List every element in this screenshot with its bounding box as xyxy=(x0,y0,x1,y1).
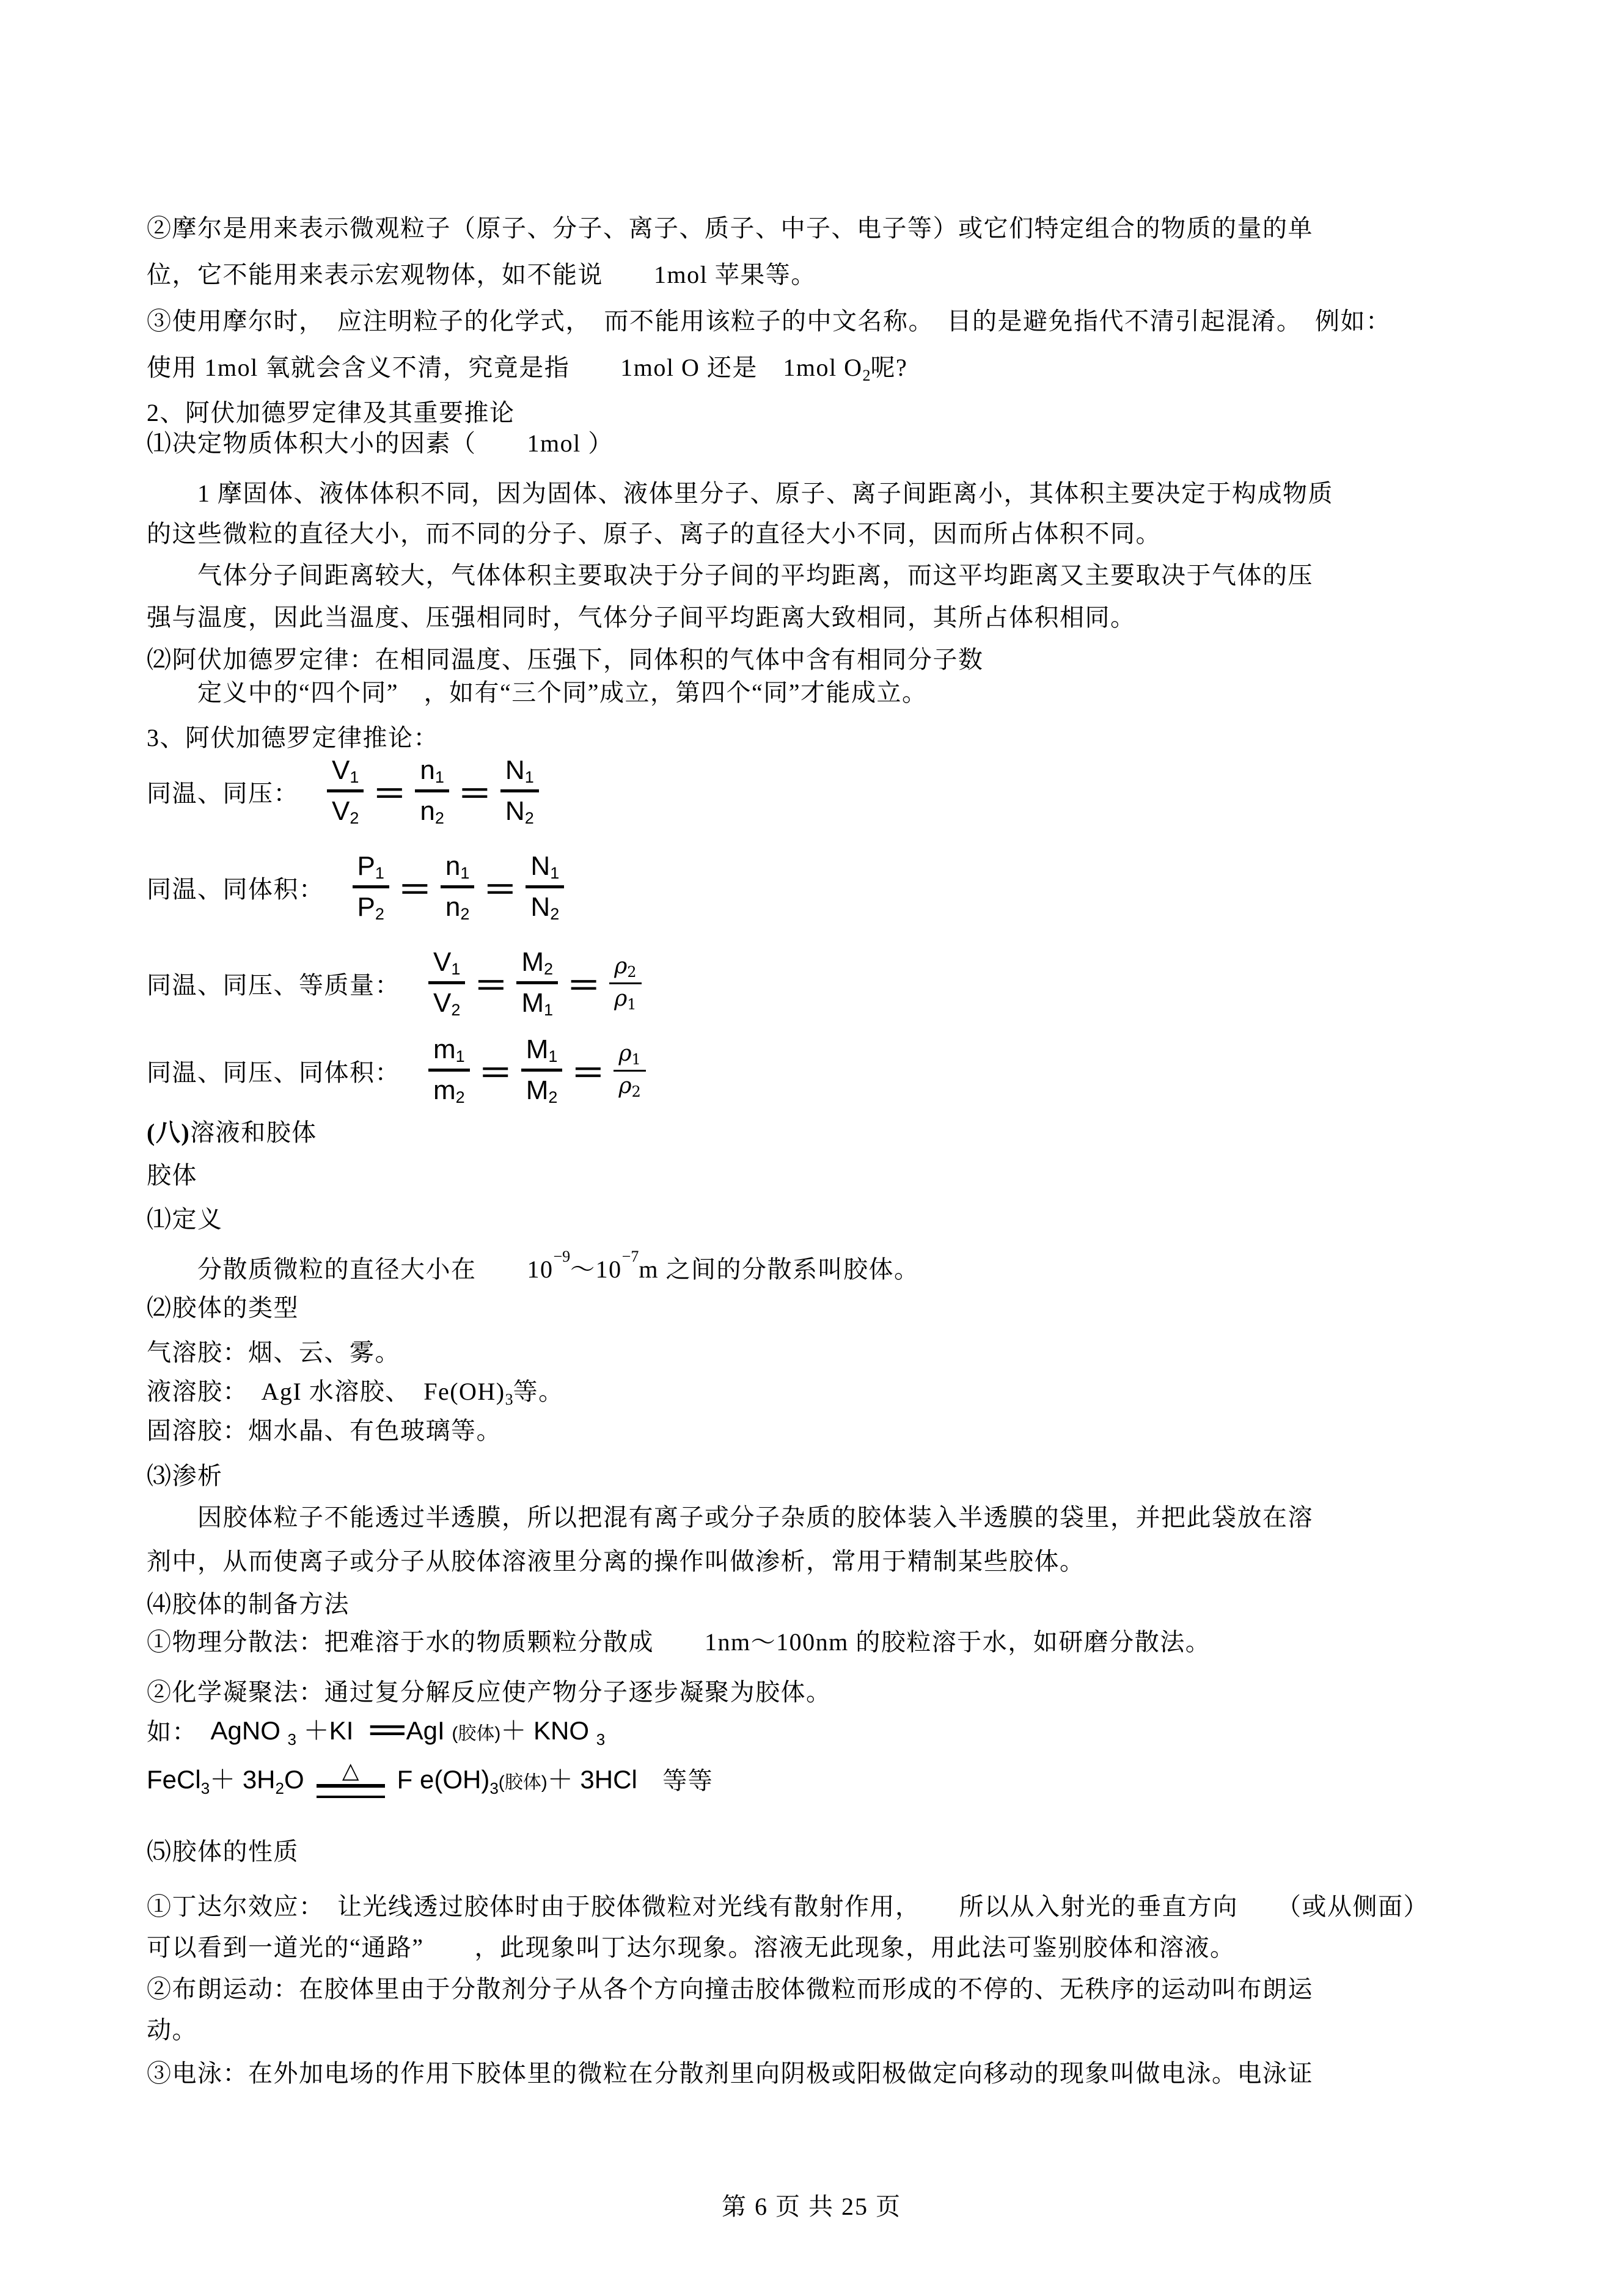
fraction-v1-v2: $\frac{V_1}{V_2}$ xyxy=(428,948,465,1019)
fraction-N1-N2: $\frac{N_1}{N_2}$ xyxy=(500,756,539,827)
equals-sign: ＝ xyxy=(397,870,432,909)
text-line-mole-micro-particles: ②摩尔是用来表示微观粒子（原子、分子、离子、质子、中子、电子等）或它们特定组合的物质的量的单 xyxy=(147,214,1313,242)
heated-equals xyxy=(317,1760,385,1798)
text-line-dialysis-1: 因胶体粒子不能透过半透膜，所以把混有离子或分子杂质的胶体装入半透膜的袋里，并把此袋放在溶 xyxy=(147,1504,1313,1531)
text-line-tyndall-1: ①丁达尔效应： 让光线透过胶体时由于胶体微粒对光线有散射作用， 所以从入射光的垂直方向 （或从侧面） xyxy=(147,1893,1429,1920)
fraction-n1-n2: $\frac{n_1}{n_2}$ xyxy=(415,756,449,827)
text-line-brownian-2: 动。 xyxy=(147,2016,197,2044)
heading-avogadro-corollaries: 3、阿伏加德罗定律推论： xyxy=(147,724,439,751)
text-line-mole-macro-objects: 位，它不能用来表示宏观物体，如不能说 1mol 苹果等。 xyxy=(147,261,816,288)
text-line-aerosol: 气溶胶：烟、云、雾。 xyxy=(147,1339,400,1366)
fraction-n1-n2: $\frac{n_1}{n_2}$ xyxy=(441,852,475,923)
fraction-rho1-rho2: $\frac{\rho_1}{\rho_2}$ xyxy=(614,1042,645,1100)
colloid-note: (胶体) xyxy=(452,1724,501,1744)
text-line-liquid-sol: 液溶胶： AgI 水溶胶、 $Fe(OH)_3$等。 xyxy=(147,1378,564,1408)
heading-colloid-types: ⑵胶体的类型 xyxy=(147,1294,299,1322)
equals-sign: ＝ xyxy=(571,1053,606,1092)
equals-sign: ＝ xyxy=(478,1053,513,1092)
formula-label: 同温、同压： xyxy=(147,780,299,808)
subscript-3: 3 xyxy=(505,1391,513,1408)
equals-sign: ＝ xyxy=(457,774,492,813)
equation-prefix: 如： xyxy=(147,1718,211,1746)
text-segment: 呢? xyxy=(870,354,908,381)
chemical-equation-agno3-ki: 如： AgNO $_3$ ＋KI === AgI (胶体)＋ KNO $_3$ xyxy=(147,1711,605,1749)
heading-solution-and-colloid xyxy=(147,1117,1509,1149)
text-line-particle-diameter: 的这些微粒的直径大小，而不同的分子、原子、离子的直径大小不同，因而所占体积不同。 xyxy=(147,520,1161,547)
equation-tail: 等等 xyxy=(637,1767,714,1794)
text-line-solid-liquid-volume: 1 摩固体、液体体积不同，因为固体、液体里分子、原子、离子间距离小，其体积主要决定于构成物质 xyxy=(147,480,1333,507)
equals-sign: ＝ xyxy=(483,870,518,909)
fraction-M1-M2: $\frac{M_1}{M_2}$ xyxy=(521,1036,563,1106)
formula-same-temp-pressure-equal-mass xyxy=(147,948,642,1019)
formula-label: 同温、同压、等质量： xyxy=(147,971,400,1000)
heading-colloid: 胶体 xyxy=(147,1161,197,1189)
equals-sign: ＝ xyxy=(566,966,601,1005)
exponent-minus-9: −9 xyxy=(553,1248,571,1265)
equals-sign: ＝ xyxy=(474,966,508,1005)
fraction-M2-M1: $\frac{M_2}{M_1}$ xyxy=(516,948,558,1019)
page-number: 第 6 页 共 25 页 xyxy=(722,2193,901,2220)
fraction-N1-N2: $\frac{N_1}{N_2}$ xyxy=(526,852,564,923)
double-line xyxy=(317,1784,385,1798)
equals-long: === xyxy=(369,1715,401,1744)
text-line-mole-oxygen-example xyxy=(147,352,1509,386)
text-line-tyndall-2: 可以看到一道光的“通路” ，此现象叫丁达尔现象。溶液无此现象，用此法可鉴别胶体和溶液。 xyxy=(147,1934,1236,1961)
formula-same-temp-same-volume xyxy=(147,852,564,923)
fraction-m1-m2: $\frac{m_1}{m_2}$ xyxy=(428,1036,470,1106)
text-line-four-sames: 定义中的“四个同” ，如有“三个同”成立，第四个“同”才能成立。 xyxy=(147,679,928,706)
fraction-v1-v2: $\frac{V_1}{V_2}$ xyxy=(327,756,364,827)
text-segment: 使用 1mol 氧就会含义不清，究竟是指 1mol O 还是 1mol O xyxy=(147,354,863,381)
text-line-physical-dispersion: ①物理分散法：把难溶于水的物质颗粒分散成 1nm～100nm 的胶粒溶于水，如研磨分散法。 xyxy=(147,1628,1211,1656)
formula-label: 同温、同压、同体积： xyxy=(147,1059,400,1087)
formula-same-temp-same-pressure xyxy=(147,756,539,827)
text-line-brownian-1: ②布朗运动：在胶体里由于分散剂分子从各个方向撞击胶体微粒而形成的不停的、无秩序的运动叫布朗运 xyxy=(147,1975,1313,2003)
heading-dialysis: ⑶渗析 xyxy=(147,1462,223,1490)
section-title: 溶液和胶体 xyxy=(190,1119,317,1146)
subscript-2: 2 xyxy=(862,367,871,384)
text-line-electrophoresis: ③电泳：在外加电场的作用下胶体里的微粒在分散剂里向阴极或阳极做定向移动的现象叫做电泳。电泳证 xyxy=(147,2060,1313,2087)
equals-sign: ＝ xyxy=(372,774,407,813)
colloid-note: (胶体) xyxy=(498,1772,548,1793)
heat-triangle-icon: △ xyxy=(342,1758,359,1783)
fraction-p1-p2: $\frac{P_1}{P_2}$ xyxy=(353,852,389,923)
fraction-rho2-rho1: $\frac{\rho_2}{\rho_1}$ xyxy=(609,955,641,1012)
exponent-minus-7: −7 xyxy=(621,1248,639,1265)
text-line-dialysis-2: 剂中，从而使离子或分子从胶体溶液里分离的操作叫做渗析，常用于精制某些胶体。 xyxy=(147,1548,1085,1575)
formula-same-temp-pressure-volume xyxy=(147,1036,646,1106)
heading-avogadro-law: 2、阿伏加德罗定律及其重要推论 xyxy=(147,399,515,426)
text-line-gas-distance: 气体分子间距离较大，气体体积主要取决于分子间的平均距离，而这平均距离又主要取决于气体的压 xyxy=(147,561,1313,589)
text-line-volume-factors: ⑴决定物质体积大小的因素（ 1mol ） xyxy=(147,430,614,457)
text-line-chemical-coagulation: ②化学凝聚法：通过复分解反应使产物分子逐步凝聚为胶体。 xyxy=(147,1678,832,1706)
text-line-mole-usage-rule: ③使用摩尔时， 应注明粒子的化学式， 而不能用该粒子的中文名称。 目的是避免指代不清引起混淆。 例如： xyxy=(147,307,1391,335)
chemical-equation-fecl3-hydrolysis: FeCl$_3$＋ $3H_2O$ △ F $e(OH)_3$(胶体)＋ 3HCl 等等 xyxy=(147,1758,714,1797)
heading-colloid-definition: ⑴定义 xyxy=(147,1205,223,1233)
section-number: (八) xyxy=(147,1119,191,1146)
text-line-colloid-size: 分散质微粒的直径大小在 $10^{-9}\sim 10^{-7}m$ 之间的分散系叫胶体。 xyxy=(147,1248,920,1283)
formula-label: 同温、同体积： xyxy=(147,876,324,904)
heading-colloid-properties: ⑸胶体的性质 xyxy=(147,1838,299,1865)
text-line-avogadro-definition: ⑵阿伏加德罗定律：在相同温度、压强下，同体积的气体中含有相同分子数 xyxy=(147,646,984,673)
text-line-solid-sol: 固溶胶：烟水晶、有色玻璃等。 xyxy=(147,1417,502,1444)
text-line-pressure-temperature: 强与温度，因此当温度、压强相同时，气体分子间平均距离大致相同，其所占体积相同。 xyxy=(147,604,1136,631)
heading-colloid-preparation: ⑷胶体的制备方法 xyxy=(147,1590,350,1618)
